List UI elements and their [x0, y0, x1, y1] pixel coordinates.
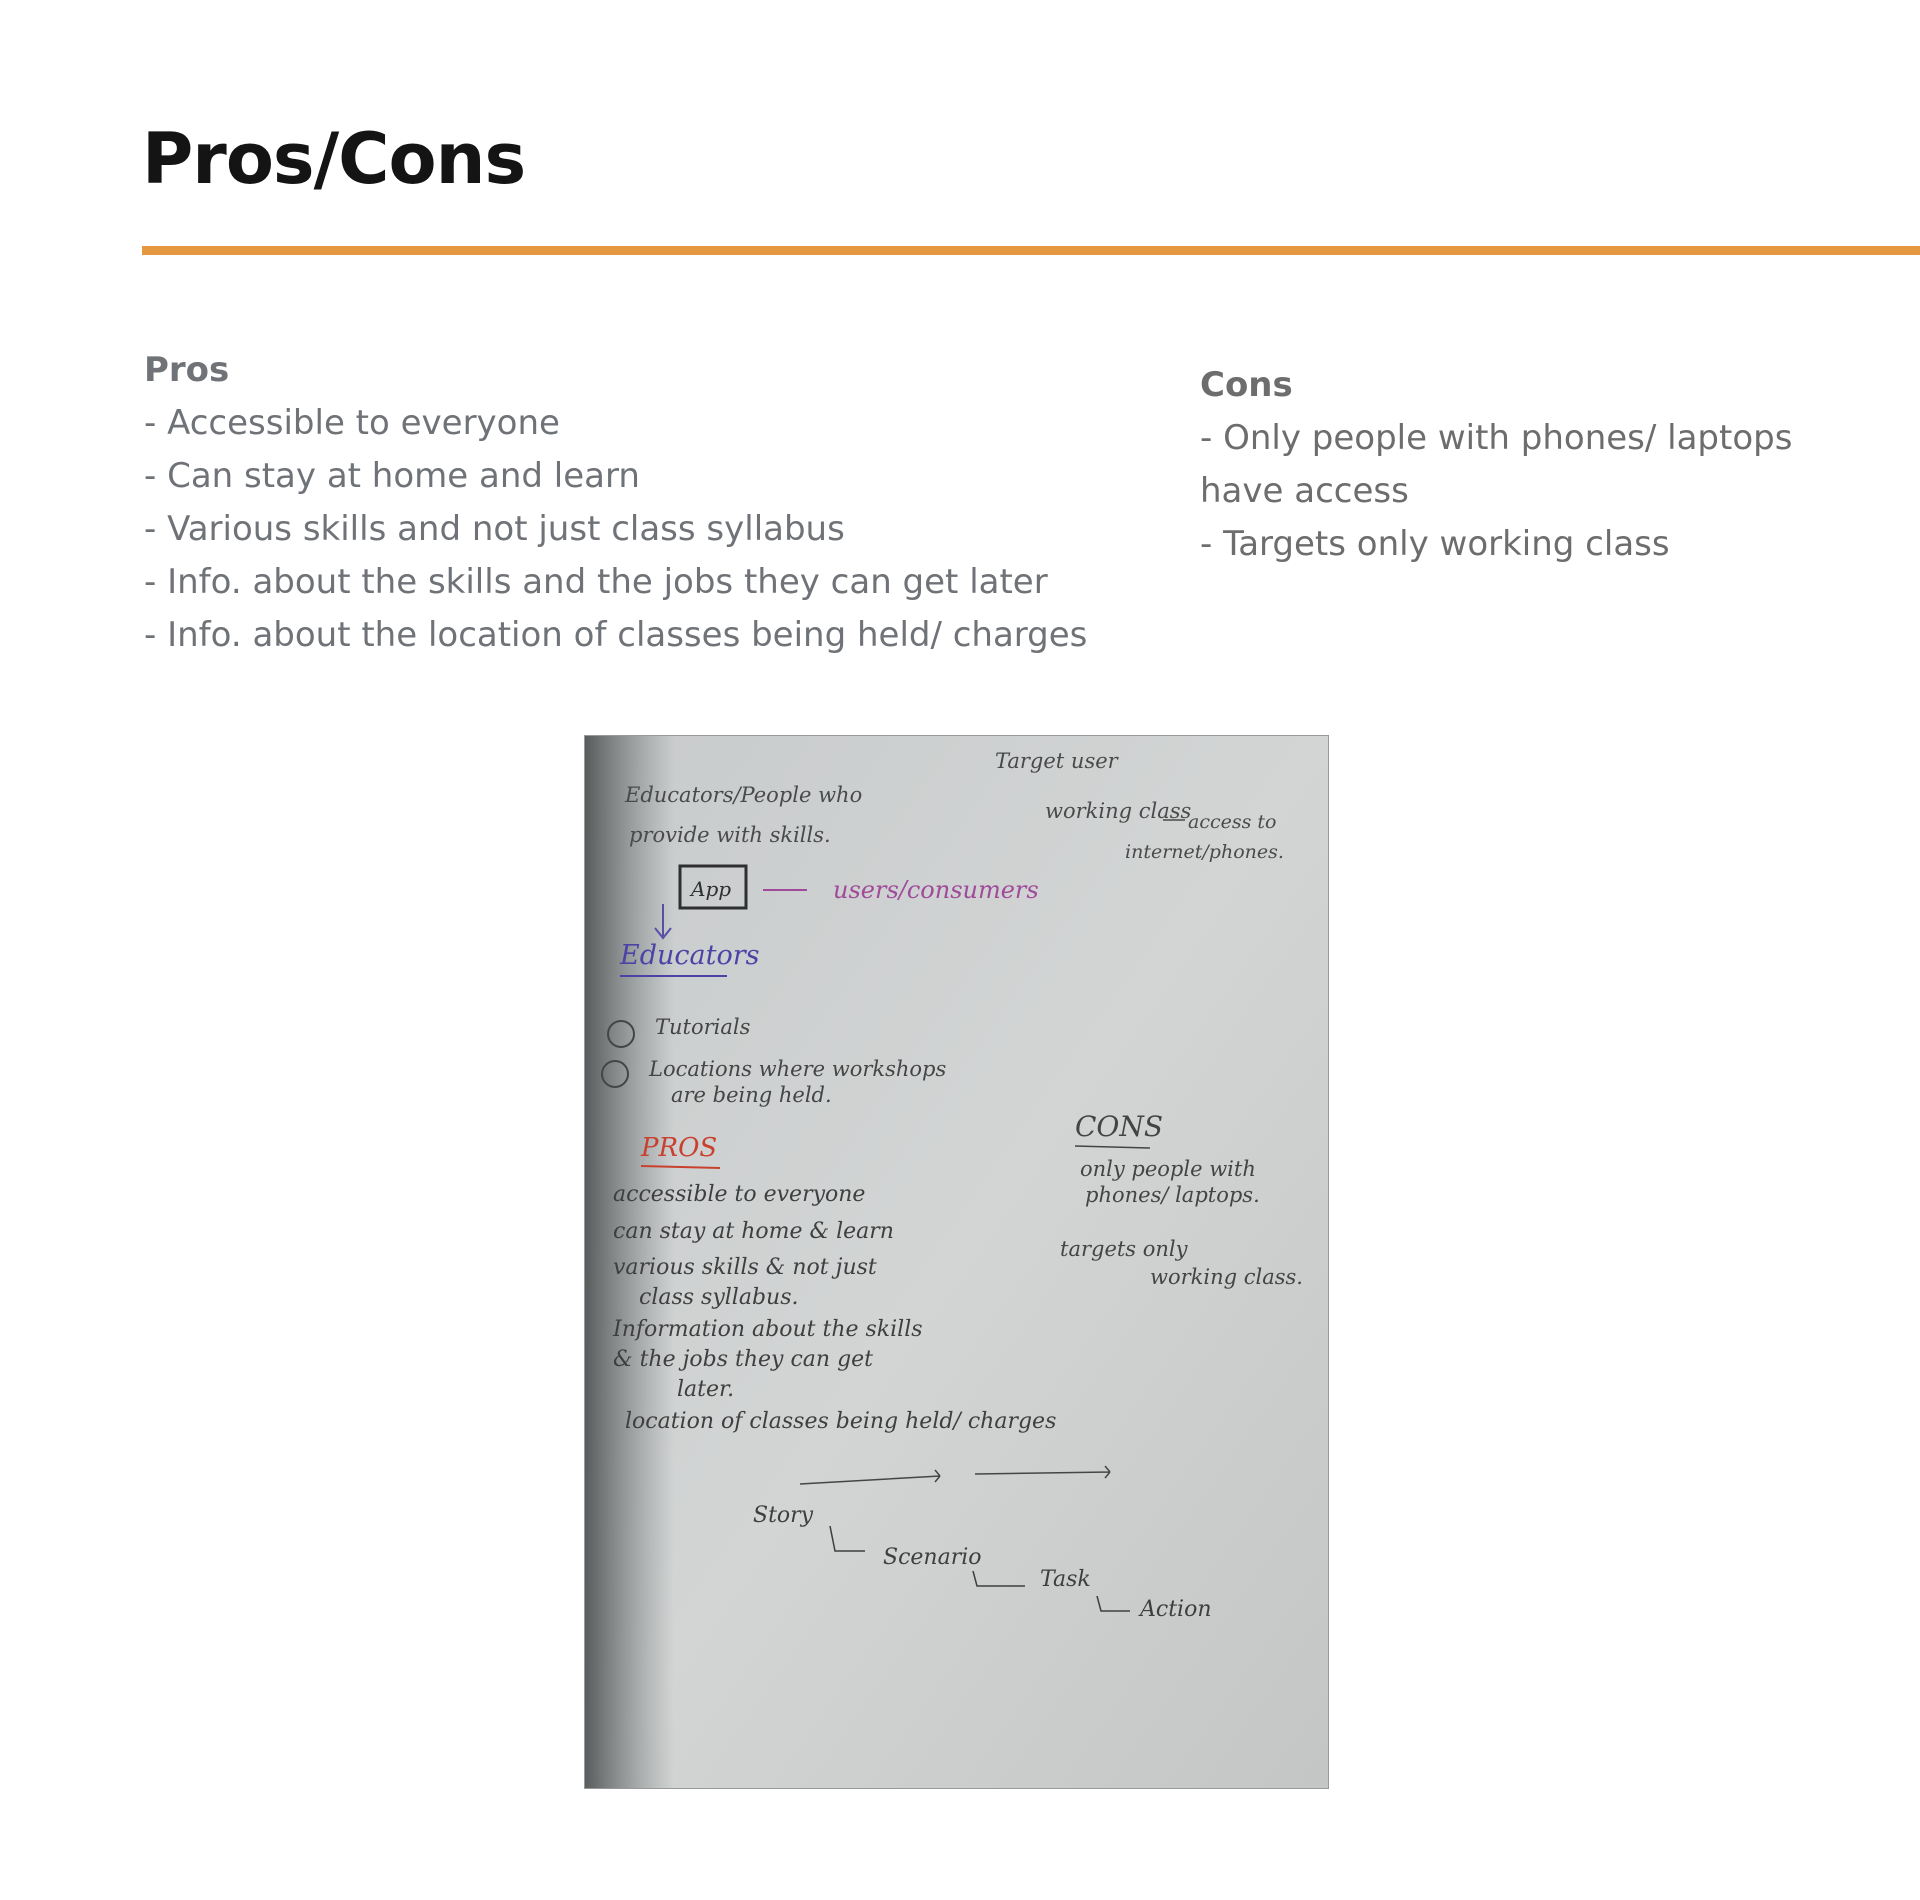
- note-pro-4a: Information about the skills: [613, 1317, 923, 1342]
- pros-item: - Info. about the location of classes being held/ charges: [144, 615, 1088, 655]
- note-pro-3b: class syllabus.: [639, 1285, 799, 1310]
- note-app: App: [691, 877, 732, 901]
- note-target-user: Target user: [995, 749, 1118, 773]
- cons-column: [1200, 359, 1800, 571]
- cons-item: - Only people with phones/ laptops have access: [1200, 418, 1793, 511]
- note-story: Story: [753, 1503, 814, 1528]
- pros-item: - Accessible to everyone: [144, 403, 560, 443]
- title-divider: [142, 246, 1920, 255]
- pros-item: - Various skills and not just class syllabus: [144, 509, 845, 549]
- note-task: Task: [1040, 1567, 1091, 1592]
- cons-item: - Targets only working class: [1200, 524, 1670, 564]
- pros-heading: Pros: [144, 350, 230, 390]
- note-pro-4b: & the jobs they can get: [613, 1347, 874, 1372]
- note-locations: Locations where workshops: [649, 1057, 947, 1081]
- note-educators: Educators: [620, 940, 760, 971]
- note-pros: PROS: [641, 1133, 718, 1163]
- note-con-2a: targets only: [1060, 1237, 1188, 1261]
- note-pro-1: accessible to everyone: [613, 1182, 866, 1207]
- note-action: Action: [1140, 1597, 1212, 1622]
- note-scenario: Scenario: [883, 1545, 982, 1570]
- page-title: Pros/Cons: [142, 118, 526, 200]
- note-con-1b: phones/ laptops.: [1085, 1183, 1260, 1207]
- note-pro-3a: various skills & not just: [613, 1255, 877, 1280]
- handwritten-notes-photo: [585, 736, 1328, 1788]
- cons-heading: Cons: [1200, 365, 1293, 405]
- note-cons: CONS: [1075, 1110, 1164, 1143]
- pros-item: - Can stay at home and learn: [144, 456, 640, 496]
- note-being-held: are being held.: [671, 1083, 832, 1107]
- note-con-1a: only people with: [1080, 1157, 1256, 1181]
- note-internet-phones: internet/phones.: [1125, 841, 1284, 863]
- note-access-to: access to: [1188, 811, 1277, 833]
- note-pro-5: location of classes being held/ charges: [625, 1409, 1057, 1434]
- note-pro-4c: later.: [677, 1377, 735, 1402]
- note-pro-2: can stay at home & learn: [613, 1219, 894, 1244]
- pros-column: [144, 344, 1094, 662]
- note-provide-skills: provide with skills.: [629, 823, 831, 847]
- note-users-consumers: users/consumers: [833, 876, 1039, 904]
- pros-item: - Info. about the skills and the jobs they can get later: [144, 562, 1048, 602]
- note-working-class: working class: [1045, 799, 1192, 823]
- note-educators-people: Educators/People who: [625, 783, 863, 807]
- note-tutorials: Tutorials: [655, 1015, 751, 1039]
- note-con-2b: working class.: [1150, 1265, 1303, 1289]
